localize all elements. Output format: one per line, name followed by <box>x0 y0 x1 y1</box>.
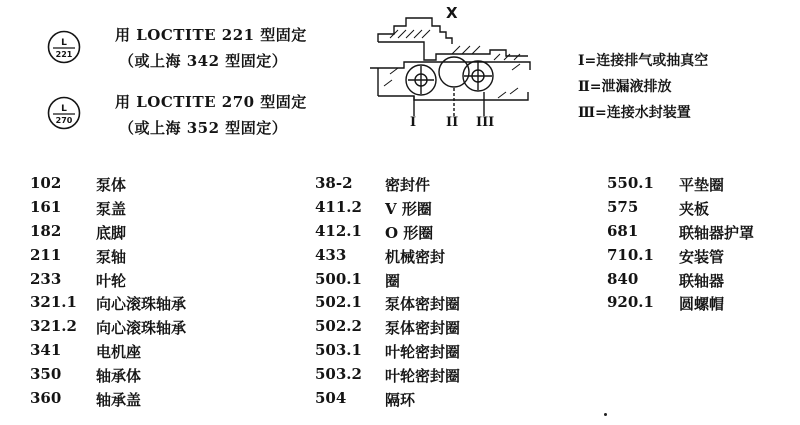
part-number: 360 <box>30 389 62 408</box>
part-name: 向心滚珠轴承 <box>96 319 187 338</box>
part-number: 503.1 <box>315 341 362 360</box>
loctite-270-line-1: 用 LOCTITE 270 型固定 <box>115 93 307 111</box>
part-number: 38-2 <box>315 174 353 192</box>
part-name: 轴承体 <box>96 367 142 386</box>
part-name: 夹板 <box>679 199 710 218</box>
loctite-221-line-1: 用 LOCTITE 221 型固定 <box>115 26 307 44</box>
svg-text:221: 221 <box>55 50 73 59</box>
part-number: 411.2 <box>315 197 362 216</box>
loctite-270-seal-icon <box>47 96 81 130</box>
port-label-i: I <box>410 115 417 130</box>
part-name: 圆螺帽 <box>679 295 725 314</box>
connection-legend-i: Ⅰ=连接排气或抽真空 <box>578 53 709 69</box>
part-name: 隔环 <box>385 391 416 410</box>
part-name: O 形圈 <box>385 223 434 242</box>
part-name: V 形圈 <box>385 199 432 218</box>
part-number: 350 <box>30 365 62 384</box>
part-name: 叶轮密封圈 <box>385 367 461 386</box>
part-name: 泵轴 <box>96 247 127 266</box>
connection-legend-iii: Ⅲ=连接水封装置 <box>578 105 691 121</box>
part-number: 161 <box>30 197 62 216</box>
part-name: 泵体密封圈 <box>385 295 461 314</box>
port-label-iii: III <box>476 115 495 130</box>
part-number: 233 <box>30 269 62 288</box>
part-number: 500.1 <box>315 269 362 288</box>
part-number: 433 <box>315 245 347 264</box>
part-name: 联轴器护罩 <box>679 223 755 242</box>
loctite-221-line-2: （或上海 342 型固定） <box>119 52 288 70</box>
part-number: 840 <box>607 269 639 288</box>
view-x-label: X <box>446 4 458 22</box>
part-name: 泵盖 <box>96 199 127 218</box>
part-number: 102 <box>30 174 62 192</box>
part-name: 底脚 <box>96 223 127 242</box>
part-number: 710.1 <box>607 245 654 264</box>
part-number: 211 <box>30 245 62 264</box>
part-name: 联轴器 <box>679 271 725 290</box>
part-number: 502.2 <box>315 317 362 336</box>
print-speck <box>604 413 607 416</box>
part-number: 503.2 <box>315 365 362 384</box>
svg-text:270: 270 <box>55 116 73 125</box>
svg-text:L: L <box>61 104 67 114</box>
part-number: 182 <box>30 221 62 240</box>
part-name: 电机座 <box>96 343 142 362</box>
loctite-221-seal-icon <box>47 30 81 64</box>
part-name: 圈 <box>385 271 401 290</box>
part-number: 681 <box>607 221 639 240</box>
part-number: 502.1 <box>315 293 362 312</box>
part-number: 550.1 <box>607 174 654 192</box>
part-name: 机械密封 <box>385 247 446 266</box>
part-name: 向心滚珠轴承 <box>96 295 187 314</box>
port-label-ii: II <box>446 115 459 130</box>
part-number: 321.1 <box>30 293 77 312</box>
part-name: 轴承盖 <box>96 391 142 410</box>
part-number: 504 <box>315 389 347 408</box>
svg-text:L: L <box>61 38 67 48</box>
part-name: 叶轮 <box>96 271 127 290</box>
part-number: 575 <box>607 197 639 216</box>
part-name: 密封件 <box>385 176 431 194</box>
part-name: 泵体密封圈 <box>385 319 461 338</box>
part-name: 平垫圈 <box>679 176 725 194</box>
loctite-270-line-2: （或上海 352 型固定） <box>119 119 288 137</box>
part-name: 安装管 <box>679 247 725 266</box>
part-number: 920.1 <box>607 293 654 312</box>
part-number: 412.1 <box>315 221 362 240</box>
part-number: 321.2 <box>30 317 77 336</box>
part-number: 341 <box>30 341 62 360</box>
connection-legend-ii: Ⅱ=泄漏液排放 <box>578 79 672 95</box>
part-name: 叶轮密封圈 <box>385 343 461 362</box>
part-name: 泵体 <box>96 176 127 194</box>
